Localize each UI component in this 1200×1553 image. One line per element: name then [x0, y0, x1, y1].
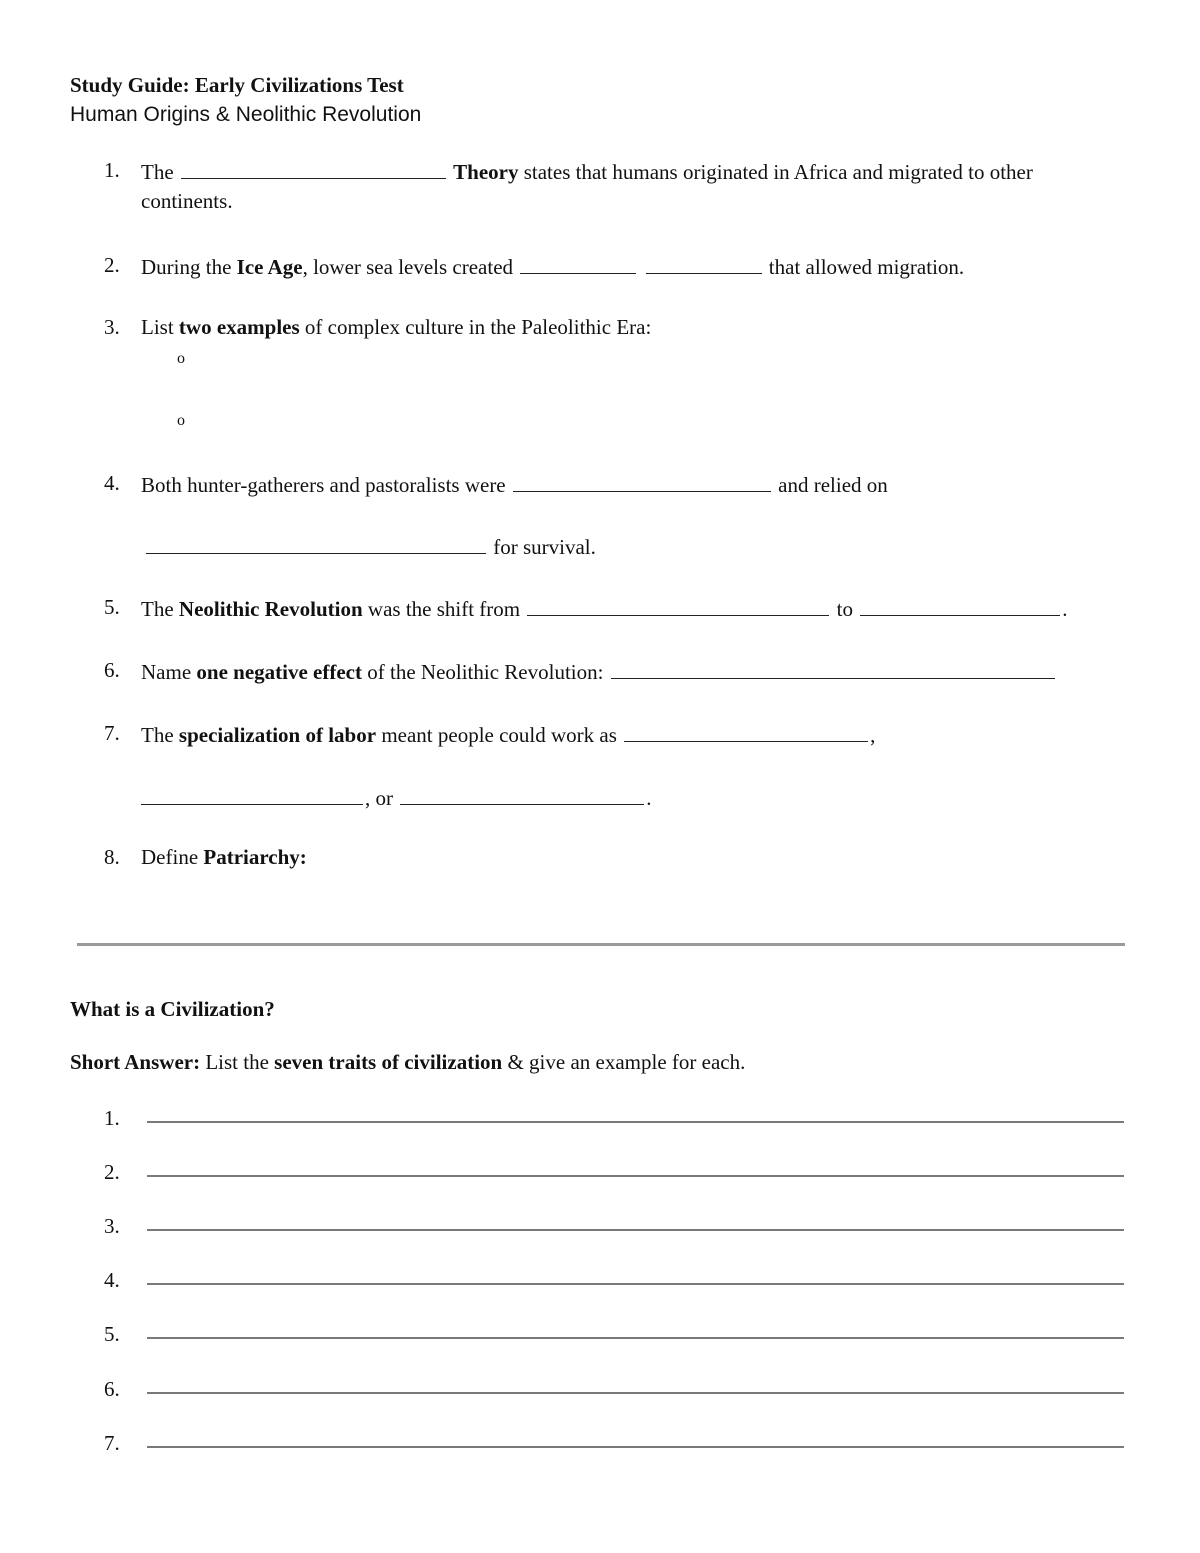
- question-number: 6.: [104, 658, 120, 682]
- answer-line-4[interactable]: [147, 1283, 1124, 1285]
- question-number: 7.: [104, 721, 120, 745]
- answer-line-3[interactable]: [147, 1229, 1124, 1231]
- answer-blank[interactable]: [860, 595, 1060, 616]
- answer-line-2[interactable]: [147, 1175, 1124, 1177]
- answer-number: 5.: [104, 1322, 120, 1346]
- answer-blank[interactable]: [520, 253, 636, 274]
- answer-blank[interactable]: [513, 471, 771, 492]
- answer-number: 4.: [104, 1268, 120, 1292]
- answer-blank[interactable]: [400, 784, 644, 805]
- answer-line-6[interactable]: [147, 1392, 1124, 1394]
- answer-line-5[interactable]: [147, 1337, 1124, 1339]
- answer-line-7[interactable]: [147, 1446, 1124, 1448]
- question-number: 3.: [104, 315, 120, 339]
- answer-blank[interactable]: [611, 658, 1055, 679]
- question-number: 1.: [104, 158, 120, 182]
- question-number: 2.: [104, 253, 120, 277]
- answer-number: 6.: [104, 1377, 120, 1401]
- hollow-bullet-icon: o: [177, 350, 185, 367]
- answer-line-1[interactable]: [147, 1121, 1124, 1123]
- section-heading: Human Origins & Neolithic Revolution: [70, 103, 422, 126]
- question-number: 8.: [104, 845, 120, 869]
- question-number: 5.: [104, 595, 120, 619]
- answer-blank[interactable]: [146, 533, 486, 554]
- answer-number: 2.: [104, 1160, 120, 1184]
- answer-number: 7.: [104, 1431, 120, 1455]
- short-answer-instructions: Short Answer: List the seven traits of civilization & give an example for each.: [70, 1050, 746, 1074]
- document-title: Study Guide: Early Civilizations Test: [70, 73, 404, 97]
- answer-blank[interactable]: [527, 595, 829, 616]
- hollow-bullet-icon: o: [177, 412, 185, 429]
- answer-blank[interactable]: [141, 784, 363, 805]
- question-number: 4.: [104, 471, 120, 495]
- section-divider: [77, 943, 1125, 946]
- answer-number: 1.: [104, 1106, 120, 1130]
- answer-blank[interactable]: [646, 253, 762, 274]
- answer-number: 3.: [104, 1214, 120, 1238]
- answer-blank[interactable]: [624, 721, 868, 742]
- civilization-heading: What is a Civilization?: [70, 997, 275, 1021]
- answer-blank[interactable]: [181, 158, 446, 179]
